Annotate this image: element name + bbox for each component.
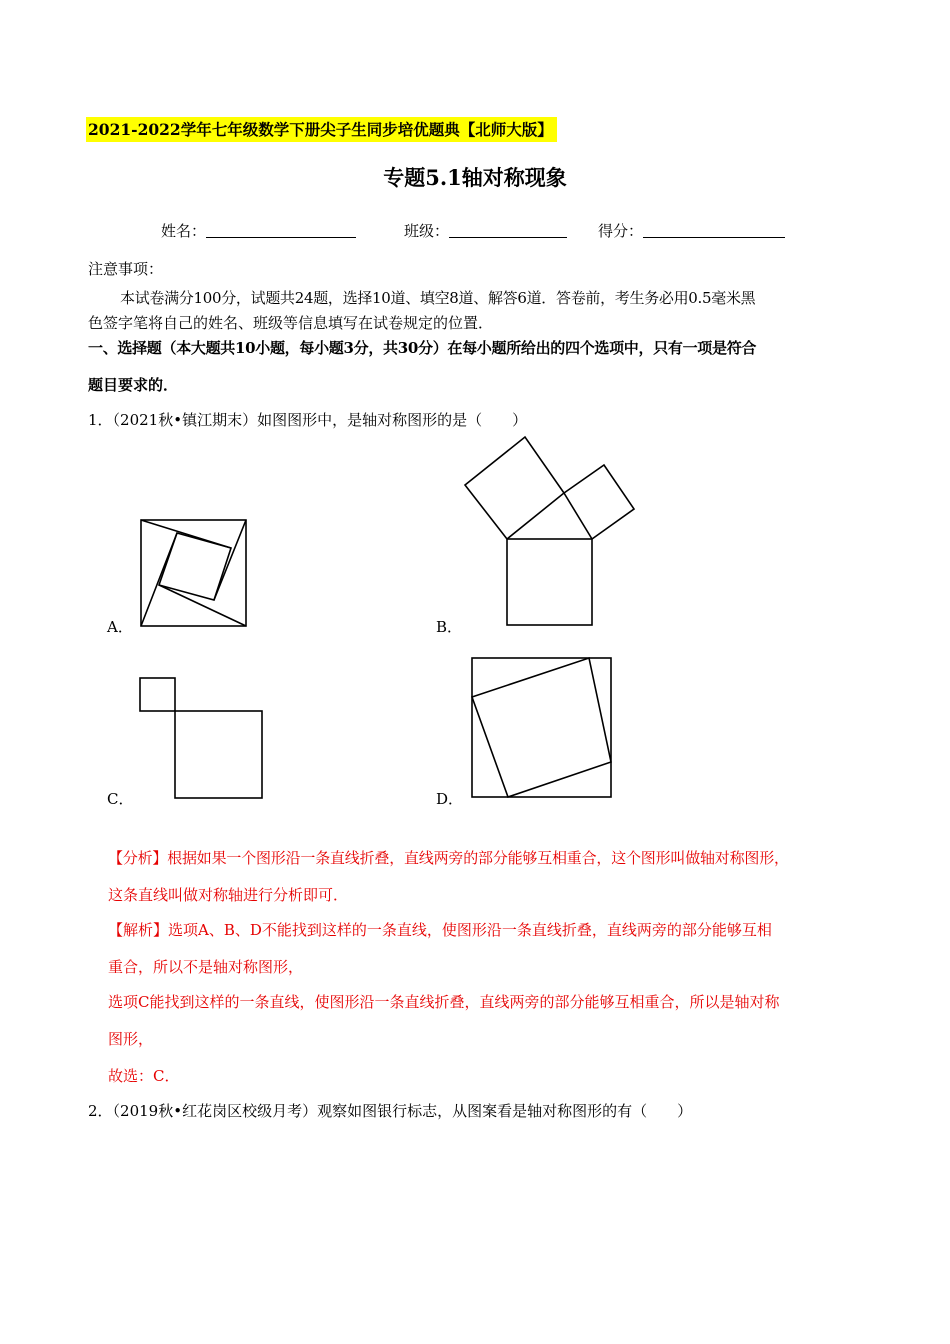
question-1-stem: 1．（2021秋•镇江期末）如图图形中，是轴对称图形的是（ ） [88, 411, 528, 429]
answer-line: 故选：C． [108, 1067, 180, 1085]
score-blank[interactable] [643, 237, 785, 238]
class-field[interactable] [404, 220, 567, 241]
name-field[interactable] [161, 220, 356, 241]
name-label: 姓名： [161, 222, 207, 240]
analysis-line-1: 【分析】根据如果一个图形沿一条直线折叠，直线两旁的部分能够互相重合，这个图形叫做轴对称图形， [108, 849, 789, 867]
analysis-line-2: 这条直线叫做对称轴进行分析即可． [108, 886, 349, 904]
solution-line-1: 【解析】选项A、B、D不能找到这样的一条直线，使图形沿一条直线折叠，直线两旁的部分能够互相 [108, 921, 772, 939]
solution-line-3: 选项C能找到这样的一条直线，使图形沿一条直线折叠，直线两旁的部分能够互相重合，所以是轴对称 [108, 993, 780, 1011]
class-blank[interactable] [449, 237, 567, 238]
score-label: 得分： [598, 222, 644, 240]
option-d-figure [471, 657, 613, 800]
option-d-label[interactable]: D． [436, 790, 464, 808]
section-1-line-2: 题目要求的． [88, 376, 179, 394]
option-c-label[interactable]: C． [107, 790, 134, 808]
question-2-stem: 2．（2019秋•红花岗区校级月考）观察如图银行标志，从图案看是轴对称图形的有（ ） [88, 1102, 693, 1120]
score-field[interactable] [598, 220, 785, 241]
option-a-figure [140, 519, 248, 628]
section-1-line-1: 一、选择题（本大题共10小题，每小题3分，共30分）在每小题所给出的四个选项中，只有一项是符合 [88, 339, 757, 357]
option-b-label[interactable]: B． [436, 618, 463, 636]
page-title: 专题5.1轴对称现象 [383, 165, 567, 190]
solution-line-2: 重合，所以不是轴对称图形， [108, 958, 304, 976]
option-b-figure [464, 436, 636, 629]
class-label: 班级： [404, 222, 450, 240]
option-a-label[interactable]: A． [107, 618, 133, 636]
option-c-figure [139, 677, 265, 801]
notice-line-2: 色签字笔将自己的姓名、班级等信息填写在试卷规定的位置． [88, 314, 494, 332]
name-blank[interactable] [206, 237, 356, 238]
solution-line-4: 图形， [108, 1030, 154, 1048]
header-banner: 2021-2022学年七年级数学下册尖子生同步培优题典【北师大版】 [86, 117, 557, 142]
notice-heading: 注意事项： [88, 260, 164, 278]
notice-line-1: 本试卷满分100分，试题共24题，选择10道、填空8道、解答6道．答卷前，考生务必用0.5毫米黑 [120, 289, 756, 307]
